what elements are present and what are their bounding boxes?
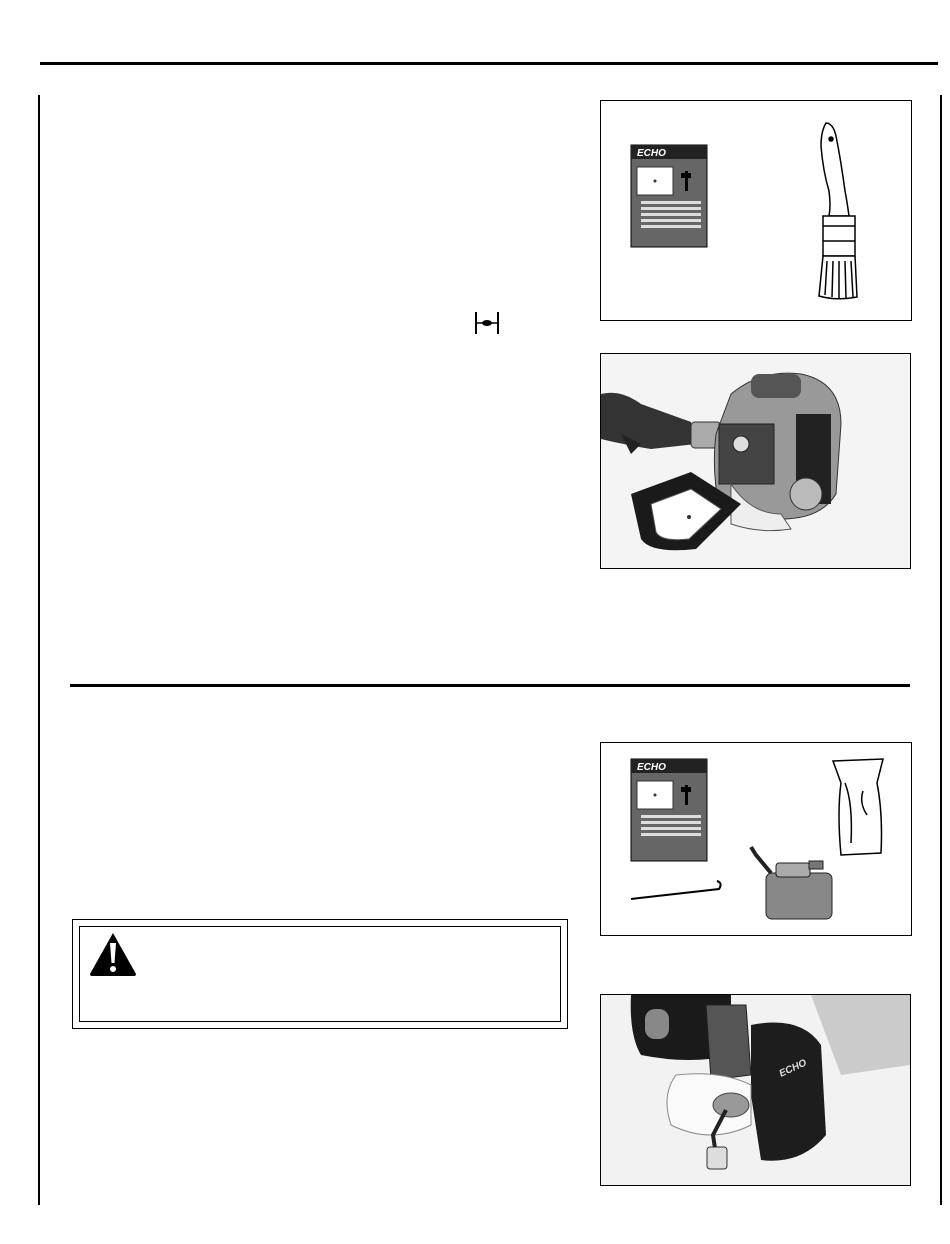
cleaning-brush [819, 123, 857, 299]
engine-brand-label: ECHO [777, 1057, 809, 1080]
right-margin-rule [940, 95, 942, 1205]
section-divider [70, 684, 910, 687]
warning-box [72, 919, 568, 1029]
filter-package-card [631, 759, 707, 861]
figure-fuel-tank-closeup [600, 994, 911, 1186]
card-brand-label: ECHO [637, 148, 666, 159]
filter-package-card [631, 145, 707, 247]
card-brand-label: ECHO [637, 762, 666, 773]
figure-engine-air-filter-removed [600, 353, 911, 569]
fuel-can [751, 847, 832, 919]
figure-filter-card-and-brush [600, 100, 912, 321]
plastic-bag [833, 759, 883, 855]
left-margin-rule [38, 95, 40, 1205]
choke-symbol-icon [474, 310, 500, 336]
warning-box-inner [79, 926, 561, 1022]
warning-triangle-icon [88, 931, 138, 977]
wire-hook [631, 881, 721, 899]
figure-fuel-filter-tools [600, 742, 912, 936]
top-rule [40, 62, 938, 65]
